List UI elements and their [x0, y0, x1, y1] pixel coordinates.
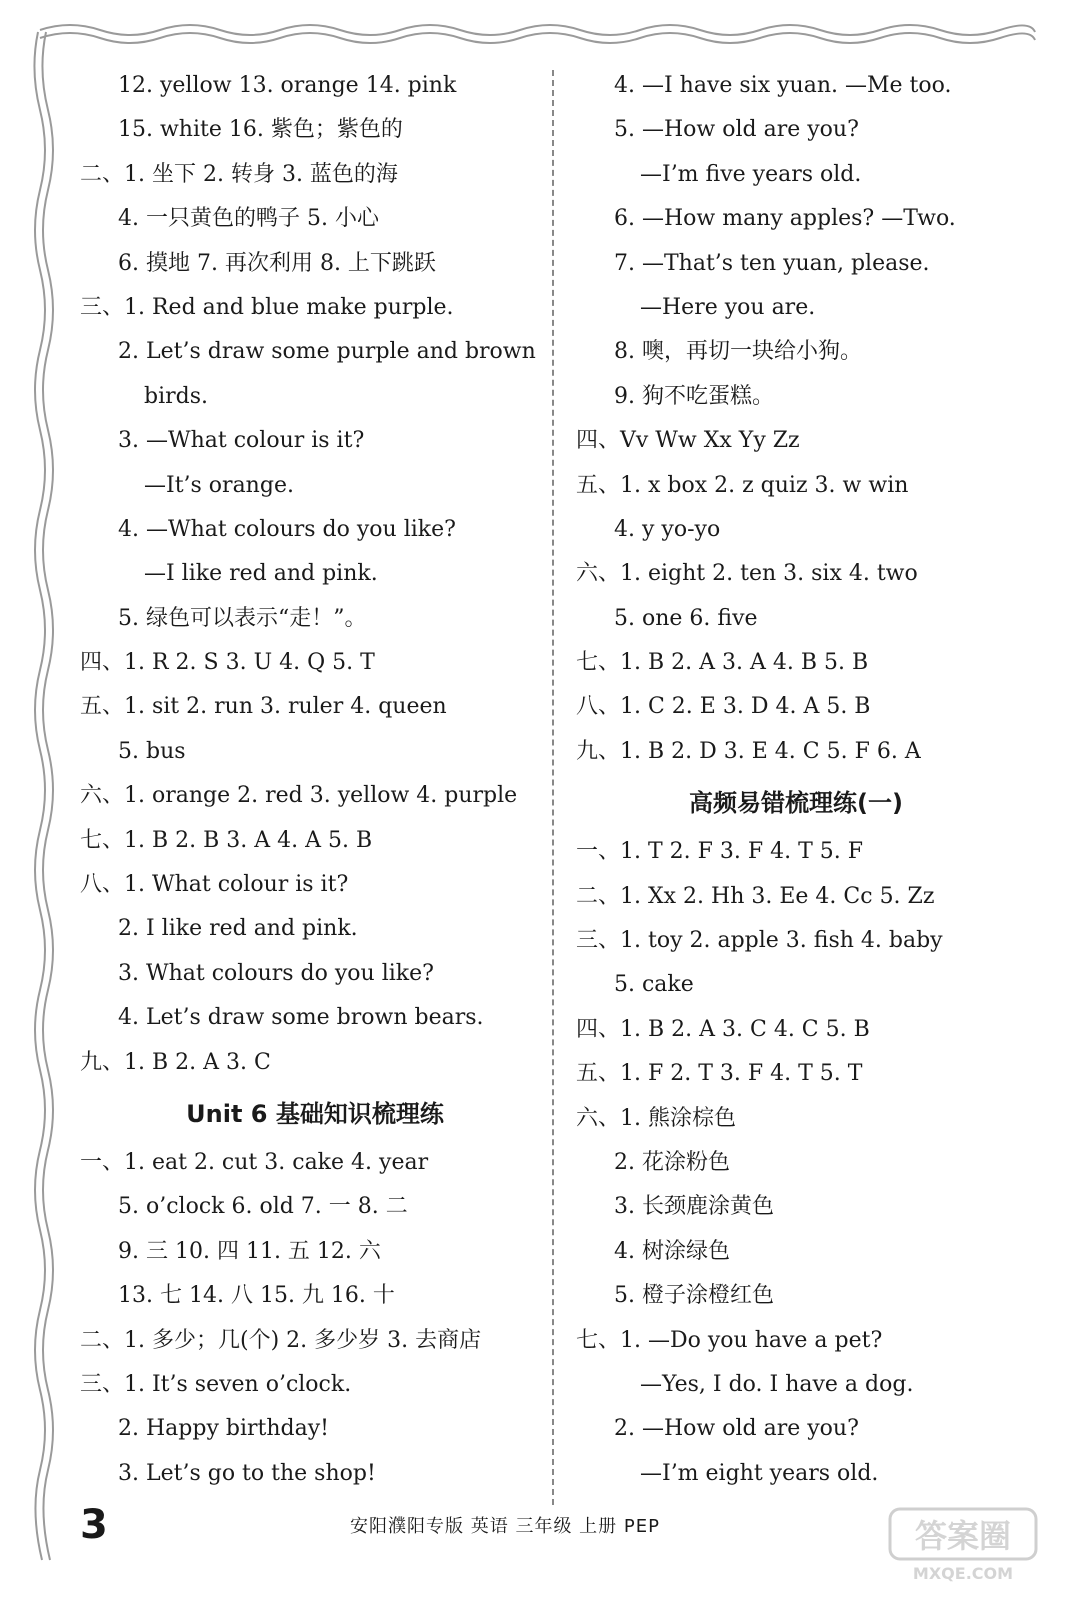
- answer-line: 三、1. It’s seven o’clock.: [80, 1371, 352, 1397]
- answer-line: 6. 摸地 7. 再次利用 8. 上下跳跃: [118, 250, 436, 276]
- column-divider: [552, 70, 554, 1505]
- answer-line: 八、1. What colour is it?: [80, 872, 349, 898]
- answer-line: 五、1. x box 2. z quiz 3. w win: [576, 472, 909, 498]
- watermark-url: MXQE.COM: [912, 1564, 1014, 1583]
- answer-line: 2. 花涂粉色: [614, 1149, 730, 1175]
- answer-line: 五、1. sit 2. run 3. ruler 4. queen: [80, 694, 447, 720]
- answer-line: —Here you are.: [640, 294, 816, 320]
- answer-line: 3. What colours do you like?: [118, 960, 434, 986]
- answer-line: 4. —I have six yuan. —Me too.: [614, 73, 952, 98]
- answer-line: 七、1. B 2. A 3. A 4. B 5. B: [576, 650, 869, 676]
- answer-line: 三、1. Red and blue make purple.: [80, 294, 454, 320]
- answer-line: 2. —How old are you?: [614, 1416, 859, 1442]
- answer-line: 七、1. —Do you have a pet?: [576, 1327, 883, 1353]
- answer-line: 四、1. B 2. A 3. C 4. C 5. B: [576, 1016, 870, 1042]
- site-logo-watermark: [888, 1505, 1038, 1585]
- answer-line: 九、1. B 2. A 3. C: [80, 1049, 271, 1075]
- answer-line: 2. I like red and pink.: [118, 916, 358, 942]
- answer-line: 2. Happy birthday!: [118, 1416, 329, 1442]
- answer-line: —I’m eight years old.: [640, 1460, 879, 1486]
- answer-line: 4. y yo-yo: [614, 516, 721, 542]
- answer-line: 3. Let’s go to the shop!: [118, 1460, 376, 1486]
- answer-line: 四、1. R 2. S 3. U 4. Q 5. T: [80, 650, 375, 676]
- answer-line: 9. 狗不吃蛋糕。: [614, 383, 774, 409]
- answer-line: 一、1. T 2. F 3. F 4. T 5. F: [576, 839, 864, 865]
- answer-line: —I like red and pink.: [144, 561, 378, 587]
- answer-line: 4. 树涂绿色: [614, 1238, 730, 1264]
- answer-line: 五、1. F 2. T 3. F 4. T 5. T: [576, 1061, 863, 1087]
- answer-line: 5. cake: [614, 972, 694, 998]
- answer-line: 9. 三 10. 四 11. 五 12. 六: [118, 1238, 381, 1264]
- answer-line: —I’m five years old.: [640, 161, 862, 187]
- answer-line: 2. Let’s draw some purple and brown: [118, 339, 536, 365]
- answer-line: 4. 一只黄色的鸭子 5. 小心: [118, 206, 379, 232]
- answer-line: 13. 七 14. 八 15. 九 16. 十: [118, 1283, 395, 1309]
- answer-line: 二、1. Xx 2. Hh 3. Ee 4. Cc 5. Zz: [576, 883, 935, 909]
- section-heading: Unit 6 基础知识梳理练: [186, 1099, 444, 1128]
- answer-line: 5. 绿色可以表示“走！”。: [118, 605, 367, 631]
- answer-line: 六、1. 熊涂棕色: [576, 1105, 736, 1131]
- answer-line: 7. —That’s ten yuan, please.: [614, 250, 930, 276]
- answer-line: 二、1. 坐下 2. 转身 3. 蓝色的海: [80, 161, 398, 187]
- edition-info: 安阳濮阳专版 英语 三年级 上册 PEP: [350, 1516, 660, 1537]
- answer-line: 5. one 6. five: [614, 605, 758, 631]
- watermark-logo-text: 答案圈: [914, 1517, 1012, 1555]
- answer-line: 3. —What colour is it?: [118, 428, 365, 454]
- answer-line: 5. o’clock 6. old 7. 一 8. 二: [118, 1194, 408, 1220]
- answer-line: 二、1. 多少；几(个) 2. 多少岁 3. 去商店: [80, 1327, 482, 1353]
- answer-line: 九、1. B 2. D 3. E 4. C 5. F 6. A: [576, 738, 921, 764]
- answer-line: 六、1. orange 2. red 3. yellow 4. purple: [80, 783, 518, 809]
- answer-line: 4. —What colours do you like?: [118, 516, 456, 542]
- page-number: 3: [80, 1502, 108, 1548]
- answer-line: 一、1. eat 2. cut 3. cake 4. year: [80, 1149, 429, 1175]
- answer-line: 5. 橙子涂橙红色: [614, 1283, 774, 1309]
- answer-line: 8. 噢，再切一块给小狗。: [614, 339, 862, 365]
- answer-line: 15. white 16. 紫色；紫色的: [118, 117, 403, 143]
- answer-line: 三、1. toy 2. apple 3. fish 4. baby: [576, 928, 943, 954]
- answer-line: 4. Let’s draw some brown bears.: [118, 1005, 484, 1031]
- answer-line: 六、1. eight 2. ten 3. six 4. two: [576, 561, 918, 587]
- answer-line: 3. 长颈鹿涂黄色: [614, 1194, 774, 1220]
- answer-line: 5. —How old are you?: [614, 117, 859, 143]
- answer-line: 四、Vv Ww Xx Yy Zz: [576, 428, 800, 454]
- answer-column-left: [80, 64, 550, 1496]
- answer-line: —It’s orange.: [144, 472, 294, 498]
- answer-column-right: [576, 64, 1016, 1496]
- answer-line: birds.: [144, 383, 209, 409]
- answer-line: 七、1. B 2. B 3. A 4. A 5. B: [80, 827, 373, 853]
- answer-line: 6. —How many apples? —Two.: [614, 206, 956, 232]
- section-heading: 高频易错梳理练(一): [689, 789, 903, 818]
- answer-line: 八、1. C 2. E 3. D 4. A 5. B: [576, 694, 871, 720]
- answer-line: —Yes, I do. I have a dog.: [640, 1371, 914, 1397]
- answer-line: 12. yellow 13. orange 14. pink: [118, 73, 457, 98]
- page-footer: [70, 1500, 970, 1550]
- answer-line: 5. bus: [118, 738, 186, 764]
